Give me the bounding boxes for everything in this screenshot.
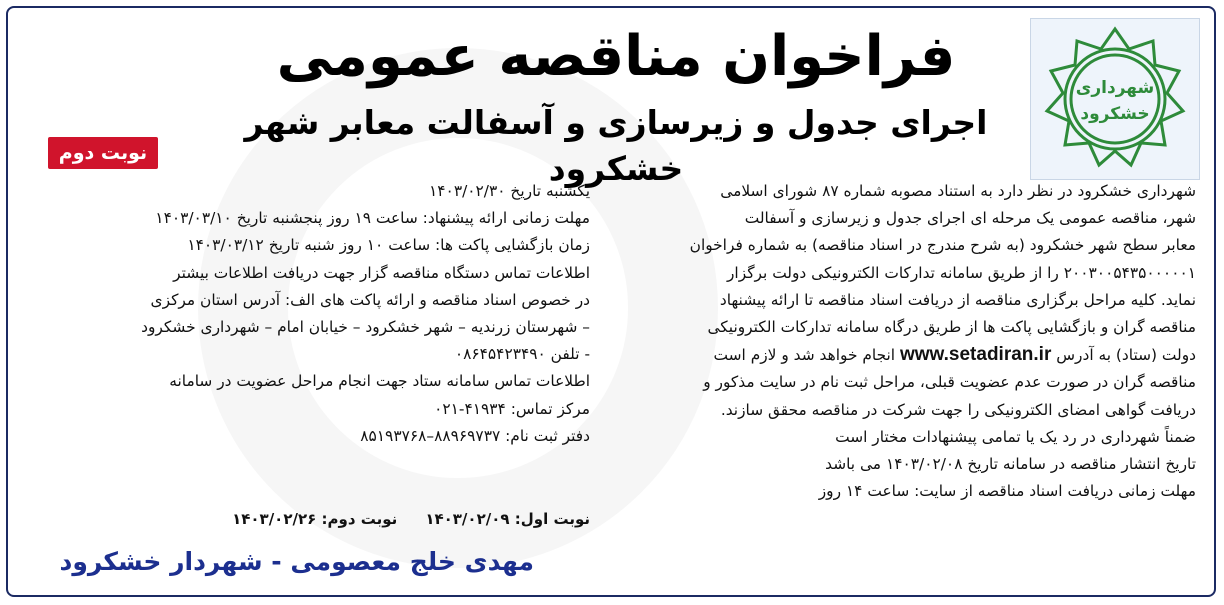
text-line: تاریخ انتشار مناقصه در سامانه تاریخ ۱۴۰۳/۰۲/۰۸ می باشد [825,455,1196,474]
text-line: دریافت گواهی امضای الکترونیکی را جهت شرکت در مناقصه محقق سازند. [720,400,1196,419]
text-line: معابر سطح شهر خشکرود (به شرح مندرج در اسناد مناقصه) به شماره فراخوان [689,236,1196,255]
text-line: مناقصه گران در صورت عدم عضویت قبلی، مراحل ثبت نام در سایت مذکور و [703,373,1196,392]
setadiran-link[interactable]: www.setadiran.ir [900,344,1052,366]
text-line: ۲۰۰۳۰۰۵۴۳۵۰۰۰۰۰۱ را از طریق سامانه تدارکات الکترونیکی دولت برگزار [727,263,1196,282]
municipality-seal [1030,18,1200,180]
page-subtitle: اجرای جدول و زیرسازی و آسفالت معابر شهر خشکرود [244,103,988,188]
text-line: شهر، مناقصه عمومی یک مرحله ای اجرای جدول و زیرسازی و آسفالت [744,209,1196,228]
text-line-with-url [596,341,1196,369]
body-right-column [596,178,1196,505]
text-line: اطلاعات تماس سامانه ستاد جهت انجام مراحل عضویت در سامانه [169,372,590,391]
text-line: مرکز تماس: ۴۱۹۳۴-۰۲۱ [434,399,590,418]
seal-text-top: شهرداری [1075,78,1155,98]
text-line: ضمناً شهرداری در رد یک یا تمامی پیشنهادات مختار است [835,427,1196,446]
round-badge: نوبت دوم [48,137,158,169]
signature: مهدی خلج معصومی - شهردار خشکرود [59,547,534,576]
seal-graphic [1031,19,1199,179]
text-line: مناقصه گران و بازگشایی پاکت ها از طریق درگاه سامانه تدارکات الکترونیکی [707,318,1196,337]
text-line: – شهرستان زرندیه – شهر خشکرود – خیابان امام – شهرداری خشکرود [141,318,590,337]
text-line: شهرداری خشکرود در نظر دارد به استناد مصوبه شماره ۸۷ شورای اسلامی [720,182,1196,200]
text-line: مهلت زمانی دریافت اسناد مناقصه از سایت: ساعت ۱۴ روز [818,482,1196,501]
text-line: نماید. کلیه مراحل برگزاری مناقصه از دریافت اسناد مناقصه تا ارائه پیشنهاد [719,290,1196,309]
first-turn [425,508,590,530]
body-left-column [10,178,590,450]
first-turn-date: ۱۴۰۳/۰۲/۰۹ [425,510,510,528]
first-turn-label: نوبت اول: [514,510,590,528]
tender-advertisement [6,6,1216,597]
publication-turns [10,508,590,530]
text-line: دفتر ثبت نام: ۸۸۹۶۹۷۳۷–۸۵۱۹۳۷۶۸ [360,426,590,445]
page-title: فراخوان مناقصه عمومی [276,24,956,89]
second-turn-label: نوبت دوم: [321,510,398,528]
text-line: اطلاعات تماس دستگاه مناقصه گزار جهت دریافت اطلاعات بیشتر [173,263,590,282]
text-line: در خصوص اسناد مناقصه و ارائه پاکت های الف: آدرس استان مرکزی [150,290,590,309]
second-turn [232,508,397,530]
second-turn-date: ۱۴۰۳/۰۲/۲۶ [232,510,317,528]
text-line: یکشنبه تاریخ ۱۴۰۳/۰۲/۳۰ [429,182,590,200]
seal-text-bottom: خشکرود [1080,104,1150,124]
url-suffix: انجام خواهد شد و لازم است [713,346,896,365]
text-line: - تلفن ۰۸۶۴۵۴۲۳۴۹۰ [454,345,590,364]
text-line: زمان بازگشایی پاکت ها: ساعت ۱۰ روز شنبه تاریخ ۱۴۰۳/۰۳/۱۲ [187,236,590,255]
url-prefix: دولت (ستاد) به آدرس [1056,346,1196,365]
text-line: مهلت زمانی ارائه پیشنهاد: ساعت ۱۹ روز پنجشنبه تاریخ ۱۴۰۳/۰۳/۱۰ [155,209,590,228]
